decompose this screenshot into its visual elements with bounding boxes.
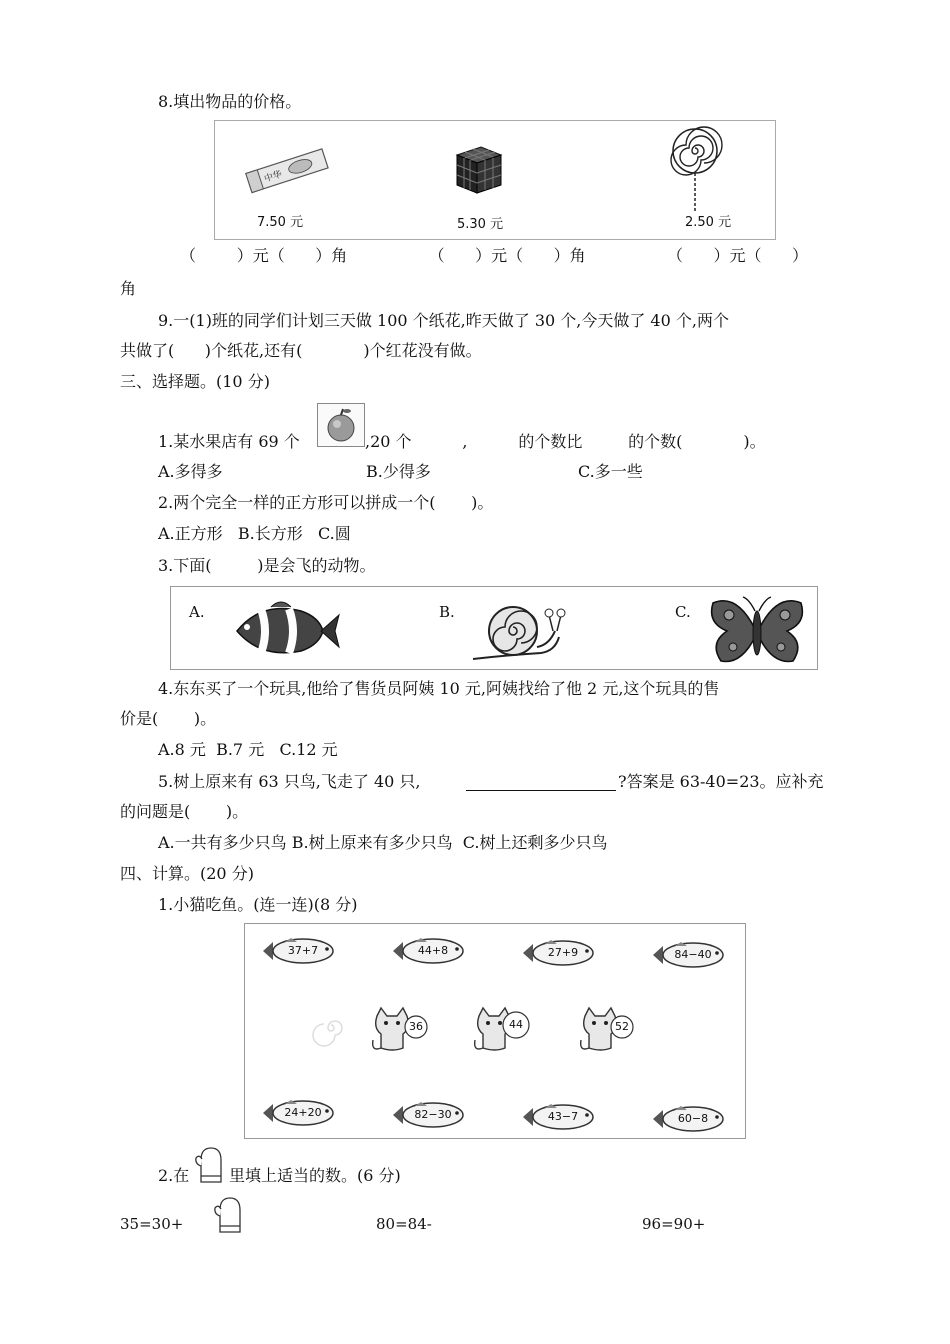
cat-1[interactable]	[369, 1006, 439, 1056]
butterfly-icon	[707, 593, 807, 667]
fish-bottom-2-label: 82−30	[414, 1108, 452, 1121]
q5-answer-line	[466, 790, 616, 791]
price-label-cube: 5.30 元	[457, 217, 504, 232]
fish-bottom-1[interactable]	[261, 1098, 339, 1128]
s3-q2-options: A.正方形 B.长方形 C.圆	[158, 524, 351, 543]
s3-q5-part2: ?答案是 63-40=23。应补充	[618, 772, 824, 791]
fish-bottom-3[interactable]	[521, 1102, 599, 1132]
cat-1-number: 36	[409, 1020, 423, 1033]
s3-q1-option-b: B.少得多	[366, 462, 431, 481]
cat-3-number: 52	[615, 1020, 629, 1033]
faded-swirl-icon	[311, 1008, 351, 1048]
fish-top-1[interactable]	[261, 936, 339, 966]
mitten-answer-box-1[interactable]	[212, 1196, 248, 1234]
gum-pack-icon	[241, 141, 331, 201]
cat-2-number: 44	[509, 1018, 523, 1031]
fish-top-3-label: 27+9	[547, 946, 579, 959]
s3-q4-line1: 4.东东买了一个玩具,他给了售货员阿姨 10 元,阿姨找给了他 2 元,这个玩具的售	[158, 679, 720, 698]
price-label-gum: 7.50 元	[257, 215, 304, 230]
fish-bottom-1-label: 24+20	[284, 1106, 322, 1119]
clownfish-icon	[231, 597, 341, 663]
s4-q2-part1: 2.在	[158, 1166, 190, 1185]
q8-answer-wrap: 角	[120, 279, 137, 298]
q8-answer-blanks: （ ）元（ ）角 （ ）元（ ）角 （ ）元（ ）	[180, 246, 809, 265]
section4-heading: 四、计算。(20 分)	[120, 864, 254, 883]
q8-price-panel	[214, 120, 776, 240]
cat-3[interactable]	[577, 1006, 647, 1056]
mitten-icon	[193, 1146, 229, 1184]
fish-bottom-4[interactable]	[651, 1104, 729, 1134]
s3-q2: 2.两个完全一样的正方形可以拼成一个( )。	[158, 493, 494, 512]
s3-q3: 3.下面( )是会飞的动物。	[158, 556, 376, 575]
s3-q1-option-c: C.多一些	[578, 462, 643, 481]
q9-line2: 共做了( )个纸花,还有( )个红花没有做。	[120, 341, 482, 360]
apple-image-box	[317, 403, 365, 447]
s3-q1-option-a: A.多得多	[158, 462, 223, 481]
s4-q1: 1.小猫吃鱼。(连一连)(8 分)	[158, 895, 358, 914]
fish-top-4[interactable]	[651, 940, 729, 970]
cat-2[interactable]	[471, 1006, 541, 1056]
s3-q4-line2: 价是( )。	[120, 709, 217, 728]
fish-bottom-2[interactable]	[391, 1100, 469, 1130]
s3-q5-line2: 的问题是( )。	[120, 802, 249, 821]
option-b-letter: B.	[439, 603, 455, 621]
s3-q5-options: A.一共有多少只鸟 B.树上原来有多少只鸟 C.树上还剩多少只鸟	[158, 833, 608, 852]
q8-title: 8.填出物品的价格。	[158, 92, 302, 111]
cat-fish-panel	[244, 923, 746, 1139]
fish-top-2-label: 44+8	[417, 944, 449, 957]
option-a-letter: A.	[189, 603, 205, 621]
price-label-lollipop: 2.50 元	[685, 215, 732, 230]
equation-3: 96=90+	[642, 1215, 706, 1233]
fish-top-1-label: 37+7	[287, 944, 319, 957]
svg-text:中华: 中华	[263, 169, 284, 185]
equation-2: 80=84-	[376, 1215, 432, 1233]
s3-q1-part1: 1.某水果店有 69 个	[158, 432, 300, 451]
s3-q1-part2: ,20 个 , 的个数比 的个数( )。	[365, 432, 766, 451]
lollipop-icon	[665, 123, 725, 213]
fish-top-4-label: 84−40	[674, 948, 712, 961]
fish-bottom-4-label: 60−8	[677, 1112, 709, 1125]
q9-line1: 9.一(1)班的同学们计划三天做 100 个纸花,昨天做了 30 个,今天做了 40 个,两个	[158, 311, 729, 330]
apple-icon	[318, 404, 364, 446]
rubiks-cube-icon	[451, 141, 507, 197]
fish-bottom-3-label: 43−7	[547, 1110, 579, 1123]
s3-q4-options: A.8 元 B.7 元 C.12 元	[158, 740, 338, 759]
option-c-letter: C.	[675, 603, 691, 621]
animals-panel	[170, 586, 818, 670]
section3-heading: 三、选择题。(10 分)	[120, 372, 270, 391]
s3-q5-part1: 5.树上原来有 63 只鸟,飞走了 40 只,	[158, 772, 421, 791]
s4-q2-part2: 里填上适当的数。(6 分)	[229, 1166, 401, 1185]
equation-1: 35=30+	[120, 1215, 184, 1233]
fish-top-3[interactable]	[521, 938, 599, 968]
snail-icon	[469, 597, 569, 663]
fish-top-2[interactable]	[391, 936, 469, 966]
